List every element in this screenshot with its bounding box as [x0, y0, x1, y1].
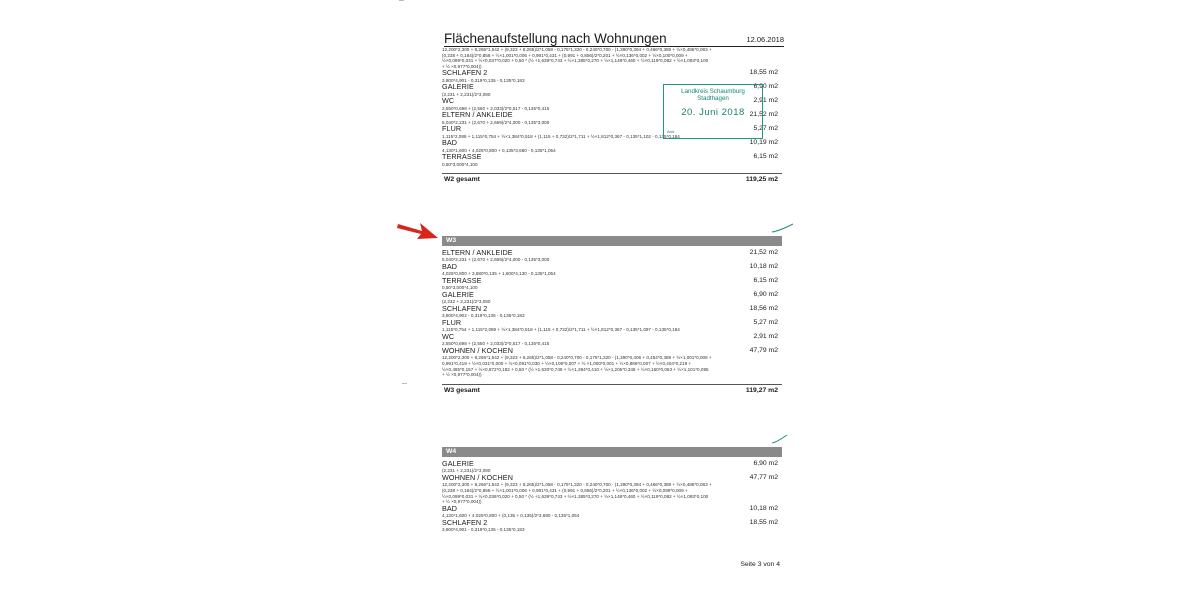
- page-number: Seite 3 von 4: [740, 561, 780, 568]
- item-formula: 4,130*1,600 + 4,025*0,800 + (0,135 + 0,135)/2*3,680 - 0,135*1,054: [442, 513, 580, 519]
- item-formula: 2,550*0,698 + (2,550 + 2,033)/2*0,517 - 0,135*0,415: [442, 341, 550, 347]
- item-formula: 4,130*1,600 + 4,025*0,800 + 0,135*3,680 - 0,135*1,054: [442, 147, 556, 153]
- item-label: ELTERN / ANKLEIDE: [442, 110, 513, 120]
- section-band-w3: W3: [442, 236, 782, 246]
- item-formula: 1,115*2,089 + 1,115*0,754 + ½×1,384*0,518 + (1,115 + 0,732)/2*1,711 + ½×1,812*0,367 - 0,135*1,102 - 0,135*0,184: [442, 133, 680, 139]
- w4-item-bad: [442, 505, 782, 519]
- w3-item-bad: [442, 263, 782, 277]
- section-band-w4: W4: [442, 447, 782, 457]
- item-formula: 0,50*3,000*4,100: [442, 285, 478, 291]
- stamp-footnote: Amt: [667, 129, 675, 134]
- item-formula: (2,231 + 2,231)/2*3,090: [442, 468, 491, 474]
- item-formula: 0,50*3,000*4,100: [442, 161, 478, 167]
- w3-total-row: [442, 384, 782, 398]
- item-value: 21,52 m2: [749, 111, 778, 119]
- item-label: FLUR: [442, 124, 462, 134]
- item-value: 2,91 m2: [753, 333, 778, 340]
- item-label: WOHNEN / KOCHEN: [442, 346, 513, 355]
- total-label: W3 gesamt: [444, 386, 480, 394]
- item-value: 6,15 m2: [753, 277, 778, 284]
- item-value: 21,52 m2: [749, 249, 778, 256]
- checkmark-icon: [771, 222, 795, 234]
- item-label: TERRASSE: [442, 152, 482, 162]
- item-value: 18,55 m2: [749, 69, 778, 77]
- item-value: 47,79 m2: [749, 347, 778, 354]
- w3-item-schlafen2: [442, 305, 782, 319]
- item-formula: 12,200*2,300 + 8,265*1,542 + (9,323 + 8,265)/2*1,058 - 0,175*1,320 - 0,240*0,700 - (1,390*0,394 + 0,466*0,389 + ½×0,486*0,083 + (0,238 + 0,184)/2*0,858 + ½×1,001*0,006 + 0,991*0,431 + (0,991 + 0,856)/2*0,201 + ½×0,136*0,002 + ½×0,099*0,009 + ½×0,099*0,031 + ½×0,036*0,020 + 0,50 * (½ +1,639*0,743 + ½×1,385*0,270 + ½×1,148*0,460 + ½×0,119*0,082 + ½×1,093*0,100 + ½ ×0,977*0,004)): [442, 482, 712, 505]
- item-label: GALERIE: [442, 459, 474, 468]
- item-formula: (2,231 + 2,231)/2*3,090: [442, 91, 491, 97]
- w3-item-galerie: [442, 291, 782, 305]
- document-page: [430, 20, 790, 600]
- w2-item-terrasse: [442, 153, 782, 167]
- approval-stamp: [663, 84, 763, 139]
- item-label: WC: [442, 96, 455, 106]
- stamp-authority: Landkreis Schaumburg: [681, 88, 745, 95]
- item-formula: 3,800*4,902 - 0,319*0,135 - 0,135*0,183: [442, 313, 525, 319]
- item-label: ELTERN / ANKLEIDE: [442, 248, 513, 257]
- item-formula: 1,115*0,754 + 1,115*2,089 + ½×1,384*0,518 + (1,115 + 0,732)/2*1,711 + ½×1,812*0,367 - 0,135*1,097 - 0,135*0,184: [442, 327, 680, 333]
- item-formula: 12,200*2,300 + 8,265*1,542 + (9,323 + 8,265)/2*1,058 - 0,175*1,320 - 0,240*0,700 - (1,390*0,394 + 0,466*0,389 + ½×0,486*0,083 + (0,238 + 0,184)/2*0,858 + ½×1,001*0,006 + 0,991*0,431 + (0,991 + 0,856)/2*0,201 + ½×0,136*0,002 + ½×0,100*0,009 + ½×0,099*0,031 + ½×0,037*0,020 + 0,50 * (½ +1,639*0,743 + ½×1,385*0,270 + ½×1,148*0,460 + ½×0,119*0,082 + ½×1,093*0,100 + ½ ×0,977*0,004)): [442, 47, 712, 69]
- item-label: SCHLAFEN 2: [442, 304, 488, 313]
- item-value: 18,56 m2: [749, 305, 778, 312]
- total-value: 119,27 m2: [745, 386, 778, 394]
- w3-item-terrasse: [442, 277, 782, 291]
- w4-item-galerie: [442, 460, 782, 474]
- item-label: SCHLAFEN 2: [442, 68, 488, 78]
- item-formula: 5,040*2,231 + (2,670 + 2,669)/2*4,000 - 0,135*3,000: [442, 257, 550, 263]
- stamp-date: 20. Juni 2018: [681, 107, 745, 118]
- item-formula: 2,550*0,698 + (2,550 + 2,033)/2*0,517 - 0,135*0,415: [442, 105, 550, 111]
- item-value: 5,27 m2: [753, 125, 778, 133]
- item-label: WC: [442, 332, 455, 341]
- item-formula: 4,025*0,800 + 3,680*0,135 + 1,600*4,130 - 0,135*1,054: [442, 271, 556, 277]
- item-label: GALERIE: [442, 290, 474, 299]
- item-label: BAD: [442, 503, 458, 513]
- item-formula: 3,800*4,901 - 0,319*0,135 - 0,135*0,183: [442, 77, 525, 83]
- item-value: 47,77 m2: [749, 474, 778, 481]
- item-value: 10,18 m2: [749, 504, 778, 512]
- w4-item-schlafen2: [442, 519, 782, 533]
- w2-item-schlafen2: [442, 69, 782, 83]
- item-formula: 3,800*4,901 - 0,319*0,135 - 0,135*0,183: [442, 527, 525, 533]
- item-value: 6,90 m2: [753, 83, 778, 91]
- header-date: 12.06.2018: [746, 35, 784, 44]
- item-label: BAD: [442, 138, 458, 148]
- w2-item-bad: [442, 139, 782, 153]
- red-arrow-icon: [396, 218, 440, 242]
- section-w3: [442, 236, 782, 398]
- item-formula: (2,232 + 2,231)/2*3,090: [442, 299, 491, 305]
- w3-item-eltern: [442, 249, 782, 263]
- w3-item-wc: [442, 333, 782, 347]
- item-label: WOHNEN / KOCHEN: [442, 473, 513, 482]
- item-value: 6,90 m2: [753, 460, 778, 467]
- item-value: 10,19 m2: [749, 139, 778, 147]
- scan-speck: [399, 0, 404, 1]
- checkmark-icon: [771, 433, 789, 445]
- w2-item-living: [442, 47, 782, 69]
- total-value: 119,25 m2: [745, 176, 778, 184]
- item-formula: 5,040*2,231 + (2,670 + 2,669)/2*4,000 - 0,135*3,000: [442, 119, 550, 125]
- item-value: 6,15 m2: [753, 153, 778, 161]
- w4-item-wohnen: [442, 474, 782, 505]
- item-value: 2,91 m2: [753, 97, 778, 105]
- page-title: Flächenaufstellung nach Wohnungen: [444, 31, 667, 46]
- item-label: GALERIE: [442, 82, 474, 92]
- item-value: 10,18 m2: [749, 263, 778, 270]
- section-w4: [442, 447, 782, 533]
- w2-total-row: [442, 173, 782, 187]
- w3-item-wohnen: [442, 347, 782, 378]
- item-value: 6,90 m2: [753, 291, 778, 298]
- w3-item-flur: [442, 319, 782, 333]
- item-label: BAD: [442, 262, 458, 271]
- total-label: W2 gesamt: [444, 176, 480, 184]
- stamp-town: Stadthagen: [697, 95, 729, 102]
- item-value: 5,27 m2: [753, 319, 778, 326]
- item-formula: 12,200*2,300 + 8,265*1,542 + (9,323 + 8,265)/2*1,058 - 0,240*0,700 - 0,175*1,320 - (1,390*0,406 + 0,454*0,389 + ½×1,001*0,006 + 0,991*0,419 + ½×0,031*0,000 + ½×0,091*0,030 + ½×0,109*0,007 + ½ ×1,000*0,001 + ½×0,886*0,007 + ½×0,404*0,219 + ½×0,485*0,157 + ½×0,872*0,182 + 0,50 * (½ ×1,630*0,749 + ½×1,394*0,410 + ½×1,205*0,345 + ½×0,160*0,063 + ½×1,101*0,095 + ½ ×0,977*0,004)): [442, 355, 712, 378]
- item-label: FLUR: [442, 318, 462, 327]
- item-label: SCHLAFEN 2: [442, 517, 488, 527]
- item-label: TERRASSE: [442, 276, 482, 285]
- item-value: 18,55 m2: [749, 518, 778, 526]
- scan-speck: [402, 383, 407, 384]
